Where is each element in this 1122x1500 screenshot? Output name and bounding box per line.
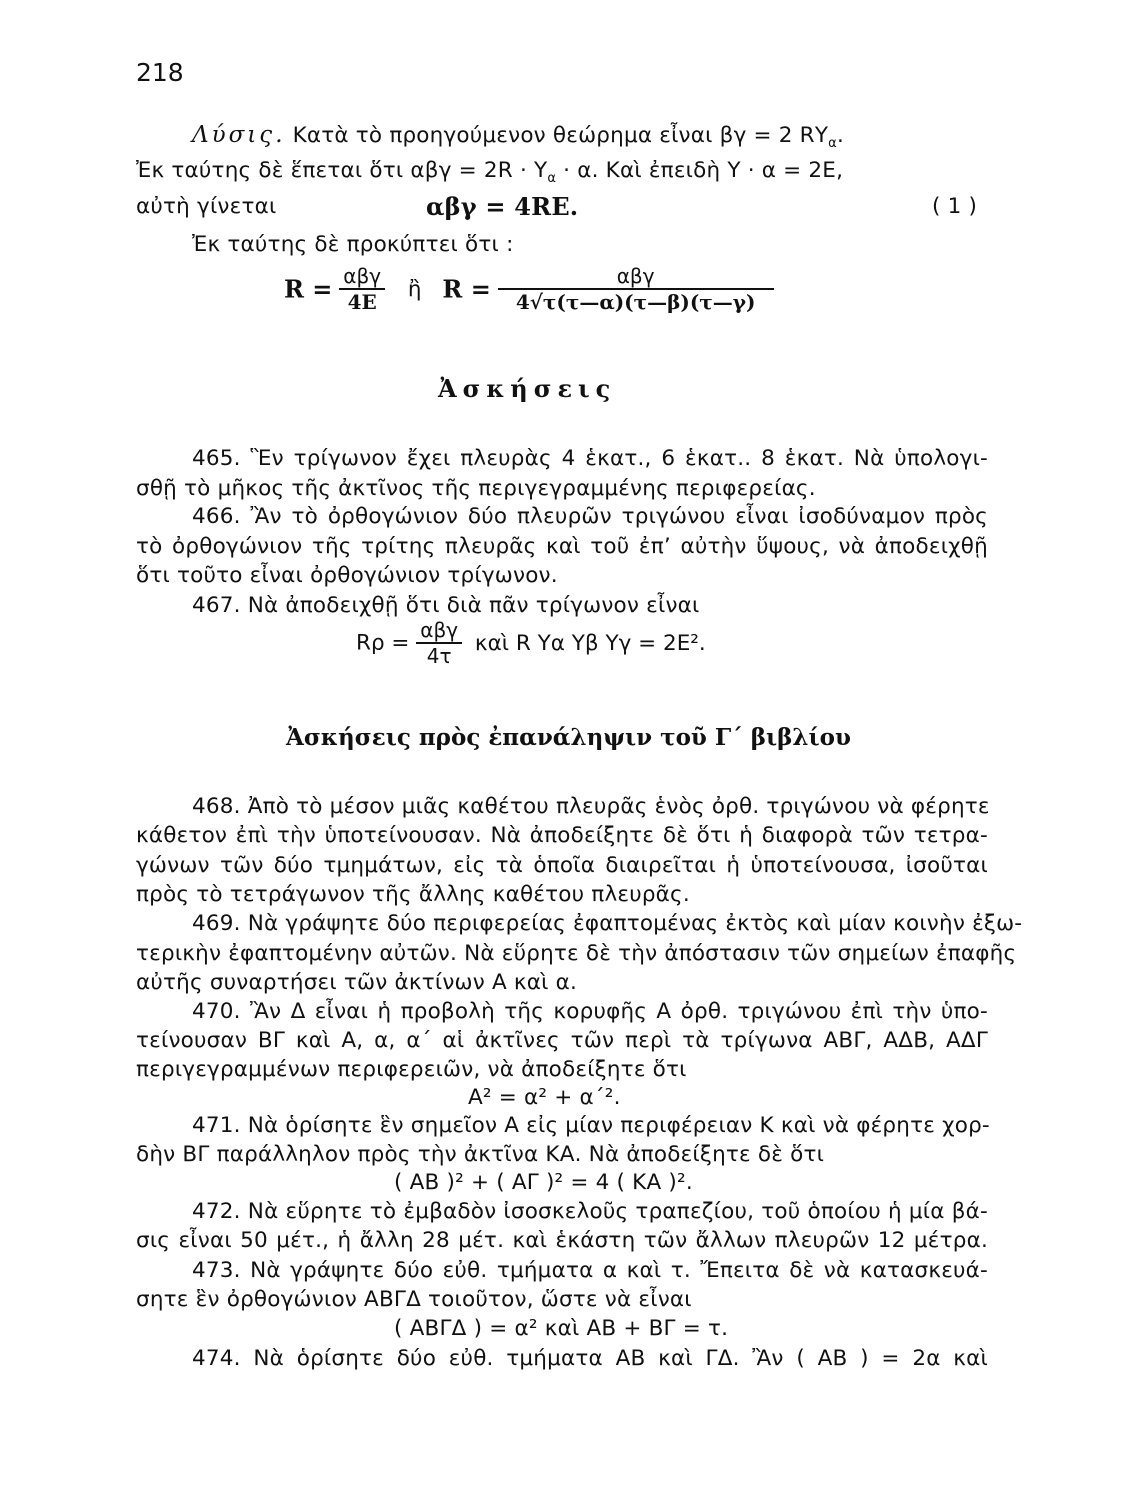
- solution-line-2-sub: α: [547, 171, 557, 186]
- exercise-469-line-1: 469. Νὰ γράψητε δύο περιφερείας ἐφαπτομένας ἐκτὸς καὶ μίαν κοινὴν ἐξω-: [192, 911, 1023, 936]
- exercise-467-formula: [356, 618, 706, 672]
- exercise-469-line-3: αὐτῆς συναρτήσει τῶν ἀκτίνων Α καὶ α.: [136, 970, 578, 995]
- exercise-471-line-1: 471. Νὰ ὁρίσητε ἓν σημεῖον Α εἰς μίαν περιφέρειαν Κ καὶ νὰ φέρητε χορ-: [192, 1113, 990, 1138]
- solution-line-2: [136, 158, 988, 186]
- exercise-465-line-1: 465. Ἓν τρίγωνον ἔχει πλευρὰς 4 ἑκατ., 6 ἑκατ.. 8 ἑκατ. Νὰ ὑπολογι-: [192, 446, 988, 471]
- solution-line-1-end: .: [836, 123, 844, 148]
- exercise-468-line-4: πρὸς τὸ τετράγωνον τῆς ἄλλης καθέτου πλευρᾶς.: [136, 882, 690, 907]
- formula-r2-denominator: 4√τ(τ—α)(τ—β)(τ—γ): [498, 288, 774, 314]
- exercise-468-line-2: κάθετον ἐπὶ τὴν ὑποτείνουσαν. Νὰ ἀποδείξητε δὲ ὅτι ἡ διαφορὰ τῶν τετρα-: [136, 823, 988, 848]
- formula-r2-fraction: [498, 264, 774, 314]
- exercise-467-fraction: [416, 618, 462, 668]
- exercise-467-denominator: 4τ: [416, 642, 462, 668]
- solution-formula-1: αβγ = 4RE.: [426, 192, 579, 221]
- exercises-heading: Ἀσκήσεις: [438, 374, 617, 403]
- formula-r1-lhs: R =: [284, 274, 333, 304]
- formula-r1-numerator: αβγ: [343, 264, 382, 288]
- review-heading: Ἀσκήσεις πρὸς ἐπανάληψιν τοῦ Γ΄ βιβλίου: [286, 724, 851, 751]
- formula-r2-lhs: R =: [442, 274, 491, 304]
- exercise-465-line-2: σθῇ τὸ μῆκος τῆς ἀκτῖνος τῆς περιγεγραμμένης περιφερείας.: [136, 476, 816, 501]
- exercise-467-rhs: καὶ R Υα Υβ Υγ = 2Ε².: [474, 630, 706, 656]
- solution-line-2-a: Ἐκ ταύτης δὲ ἕπεται ὅτι αβγ = 2R · Υ: [136, 158, 548, 183]
- solution-line-2-b: · α. Καὶ ἐπειδὴ Υ · α = 2Ε,: [556, 158, 844, 183]
- exercise-466-line-3: ὅτι τοῦτο εἶναι ὀρθογώνιον τρίγωνον.: [136, 563, 558, 588]
- exercise-470-formula: Α² = α² + α΄².: [468, 1085, 621, 1110]
- formula-circumradius: [284, 264, 774, 324]
- exercise-473-formula: ( ΑΒΓΔ ) = α² καὶ ΑΒ + ΒΓ = τ.: [394, 1316, 729, 1341]
- formula-r2-numerator: αβγ: [616, 264, 655, 288]
- equation-tag: ( 1 ): [932, 194, 978, 219]
- exercise-471-formula: ( ΑΒ )² + ( ΑΓ )² = 4 ( ΚΑ )².: [394, 1170, 693, 1195]
- formula-or: ἢ: [407, 276, 422, 302]
- exercise-466-line-2: τὸ ὀρθογώνιον τῆς τρίτης πλευρᾶς καὶ τοῦ ἐπ’ αὐτὴν ὕψους, νὰ ἀποδειχθῇ: [136, 534, 988, 559]
- exercise-472-line-1: 472. Νὰ εὕρητε τὸ ἐμβαδὸν ἰσοσκελοῦς τραπεζίου, τοῦ ὁποίου ἡ μία βά-: [192, 1199, 988, 1224]
- solution-line-4: Ἐκ ταύτης δὲ προκύπτει ὅτι :: [192, 232, 514, 257]
- exercise-467-lhs: Rρ =: [356, 630, 410, 656]
- exercise-470-line-1: 470. Ἂν Δ εἶναι ἡ προβολὴ τῆς κορυφῆς Α ὀρθ. τριγώνου ἐπὶ τὴν ὑπο-: [192, 999, 988, 1024]
- formula-r1-denominator: 4E: [339, 288, 385, 314]
- solution-line-1-sub: α: [828, 136, 837, 151]
- solution-line-3-text: αὐτὴ γίνεται: [136, 194, 277, 219]
- exercise-468-line-1: 468. Ἀπὸ τὸ μέσον μιᾶς καθέτου πλευρᾶς ἑνὸς ὀρθ. τριγώνου νὰ φέρητε: [192, 794, 990, 819]
- exercise-469-line-2: τερικὴν ἐφαπτομένην αὐτῶν. Νὰ εὕρητε δὲ τὴν ἀπόστασιν τῶν σημείων ἐπαφῆς: [136, 941, 1017, 966]
- exercise-471-line-2: δὴν ΒΓ παράλληλον πρὸς τὴν ἀκτῖνα ΚΑ. Νὰ ἀποδείξητε δὲ ὅτι: [136, 1142, 825, 1167]
- solution-line-1-text: Κατὰ τὸ προηγούμενον θεώρημα εἶναι βγ = 2 RΥ: [292, 123, 829, 148]
- exercise-474-line-1: 474. Νὰ ὁρίσητε δύο εὐθ. τμήματα ΑΒ καὶ ΓΔ. Ἂν ( ΑΒ ) = 2α καὶ: [192, 1346, 988, 1371]
- exercise-467-line-1: 467. Νὰ ἀποδειχθῇ ὅτι διὰ πᾶν τρίγωνον εἶναι: [192, 593, 700, 618]
- formula-r1-fraction: [339, 264, 385, 314]
- exercise-470-line-2: τείνουσαν ΒΓ καὶ Α, α, α΄ αἱ ἀκτῖνες τῶν περὶ τὰ τρίγωνα ΑΒΓ, ΑΔΒ, ΑΔΓ: [136, 1028, 988, 1053]
- exercise-473-line-2: σητε ἓν ὀρθογώνιον ΑΒΓΔ τοιοῦτον, ὥστε νὰ εἶναι: [136, 1287, 692, 1312]
- exercise-468-line-3: γώνων τῶν δύο τμημάτων, εἰς τὰ ὁποῖα διαιρεῖται ἡ ὑποτείνουσα, ἰσοῦται: [136, 853, 988, 878]
- exercise-466-line-1: 466. Ἂν τὸ ὀρθογώνιον δύο πλευρῶν τριγώνου εἶναι ἰσοδύναμον πρὸς: [192, 504, 988, 529]
- exercise-473-line-1: 473. Νὰ γράψητε δύο εὐθ. τμήματα α καὶ τ. Ἔπειτα δὲ νὰ κατασκευά-: [192, 1258, 988, 1283]
- solution-line-1: [192, 122, 988, 151]
- page-number: 218: [136, 58, 184, 87]
- solution-label: Λύσις.: [192, 122, 286, 148]
- exercise-472-line-2: σις εἶναι 50 μέτ., ἡ ἄλλη 28 μέτ. καὶ ἑκάστη τῶν ἄλλων πλευρῶν 12 μέτρα.: [136, 1228, 988, 1253]
- solution-line-3: [136, 194, 988, 219]
- exercise-467-numerator: αβγ: [420, 618, 459, 642]
- exercise-470-line-3: περιγεγραμμένων περιφερειῶν, νὰ ἀποδείξητε ὅτι: [136, 1057, 687, 1082]
